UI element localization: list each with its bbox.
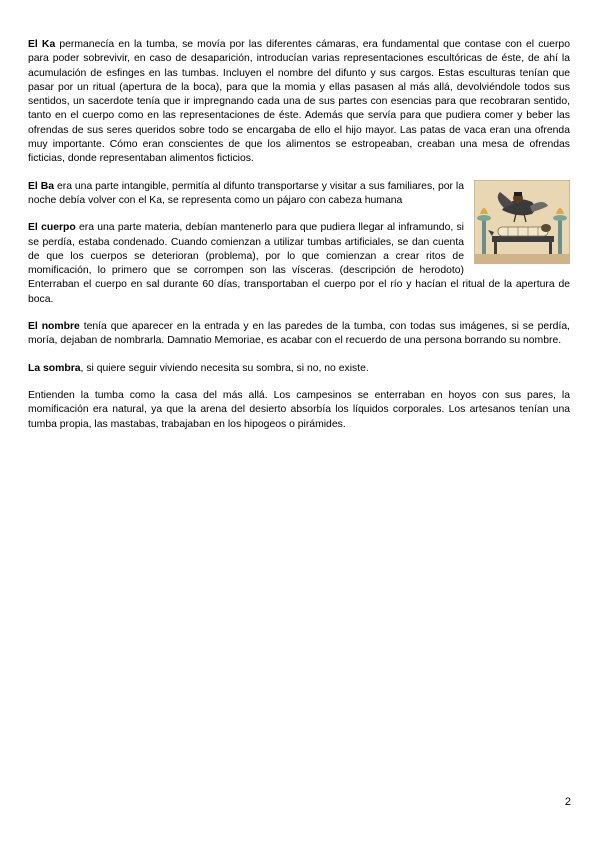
- term-cuerpo: El cuerpo: [28, 222, 76, 234]
- page-number: 2: [564, 796, 571, 808]
- term-ka: El Ka: [28, 39, 56, 50]
- paragraph-ka: [28, 38, 570, 167]
- paragraph-nombre: [28, 320, 570, 349]
- paragraph-nombre-text: tenía que aparecer en la entrada y en las paredes de la tumba, con todas sus imágenes, si se perdía, moría, dejaban de nombrarla. Damnatio Memoriae, es acabar con el recuerdo de una persona borrando su nombre.: [28, 321, 570, 347]
- paragraph-cuerpo-text: era una parte materia, debían mantenerlo para que pudiera llegar al inframundo, si se perdía, estaba condenado. Cuando comienzan a utilizar tumbas artificiales, se dan cuenta de que los cuerpos se deterioran (problema), por lo que comienzan a crear ritos de momificación, lo primero que se corrompen son las vísceras. (descripción de herodoto) Enterraban el cuerpo en sal durante 60 días, transportaban el cuerpo por el río y hacían el ritual de la apertura de boca.: [28, 222, 570, 305]
- paragraph-sombra-text: , si quiere seguir viviendo necesita su sombra, si no, no existe.: [80, 362, 369, 374]
- term-sombra: La sombra: [28, 362, 81, 374]
- document-body: [28, 38, 570, 445]
- ba-illustration: [474, 180, 570, 264]
- paragraph-sombra: [28, 362, 570, 376]
- paragraph-tumba: [28, 389, 570, 432]
- term-nombre: El nombre: [28, 321, 80, 333]
- paragraph-ka-text: permanecía en la tumba, se movía por las diferentes cámaras, era fundamental que contase con el cuerpo para poder sobrevivir, en caso de desaparición, introducían varias representaciones escultóricas de éste, de ahí la acumulación de esfinges en las tumbas. Incluyen el nombre del difunto y sus cargos. Estas esculturas tenían que pasar por un ritual (apertura de la boca), para que la momia y ellas pasasen al más allá, devolviéndole todos sus sentidos, un sacerdote tenía que ir impregnando cada una de sus partes con esencias para que recobraran sentido, tanto en el cuerpo como en las representaciones de éste. Además que servía para que pudiera comer y beber las ofrendas de sus seres queridos sobre todo se encargaba de ello el hijo mayor. Las patas de vaca eran una ofrenda muy importante. Cómo eran conscientes de que los alimentos se estropeaban, creaban una mesa de ofrendas ficticias, donde representaban alimentos ficticios.: [28, 39, 570, 165]
- paragraph-tumba-text: Entienden la tumba como la casa del más allá. Los campesinos se enterraban en hoyos con sus pares, la momificación era natural, ya que la arena del desierto absorbía los líquidos corporales. Los artesanos tenían una tumba propia, las mastabas, trabajaban en los hipogeos o pirámides.: [28, 389, 570, 430]
- term-ba: El Ba: [28, 180, 55, 192]
- paragraph-ba-text: era una parte intangible, permitía al difunto transportarse y visitar a sus familiares, por la noche debía volver con el Ka, se representa como un pájaro con cabeza humana: [28, 180, 464, 206]
